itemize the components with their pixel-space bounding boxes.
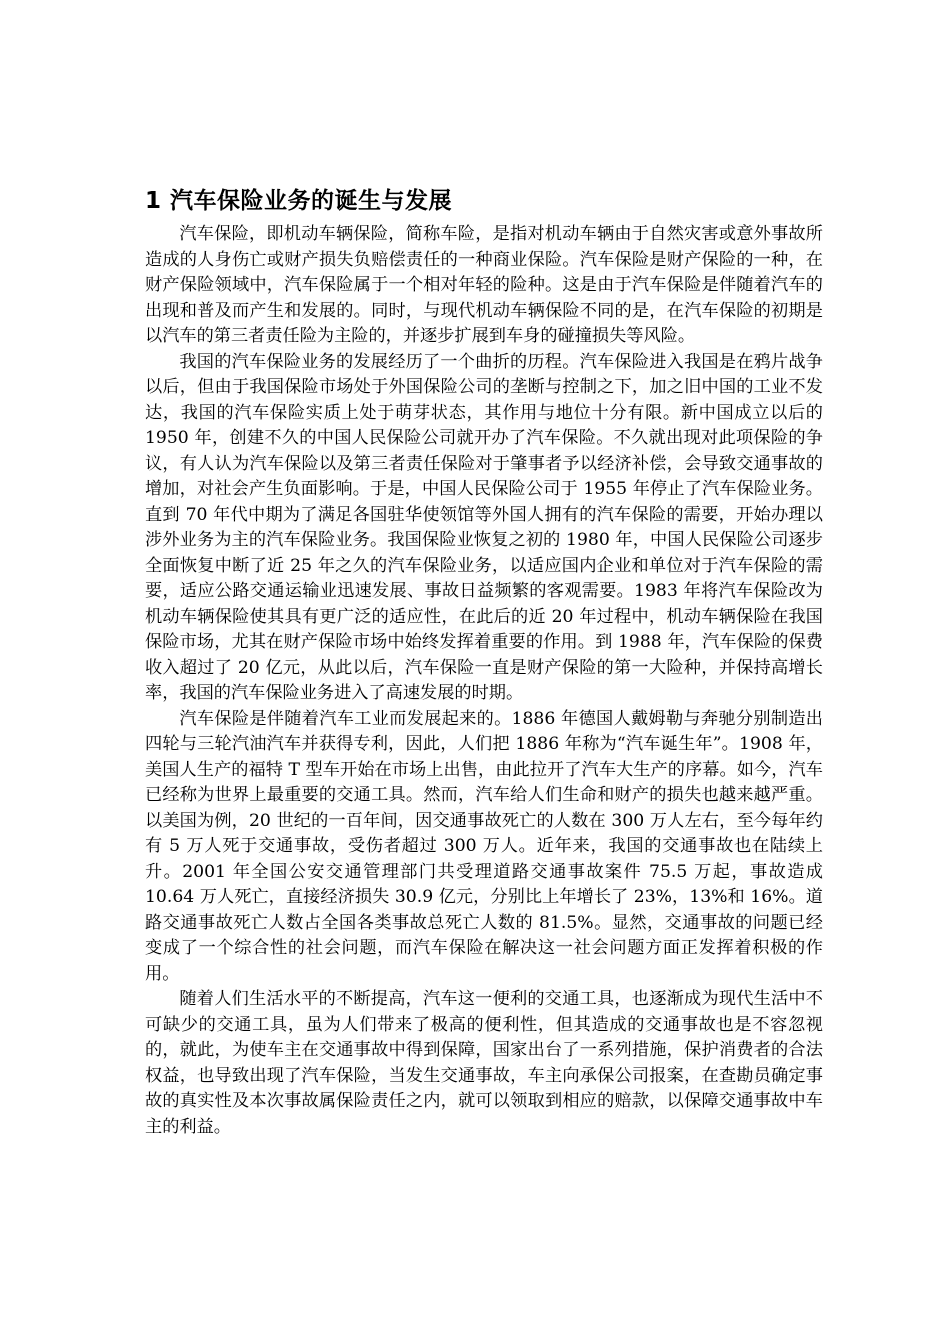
paragraph: 汽车保险，即机动车辆保险，简称车险，是指对机动车辆由于自然灾害或意外事故所造成的人身伤亡或财产损失负赔偿责任的一种商业保险。汽车保险是财产保险的一种，在财产保险领域中，汽车保险属于一个相对年轻的险种。这是由于汽车保险是伴随着汽车的出现和普及而产生和发展的。同时，与现代机动车辆保险不同的是，在汽车保险的初期是以汽车的第三者责任险为主险的，并逐步扩展到车身的碰撞损失等风险。 — [145, 224, 823, 346]
paragraph: 我国的汽车保险业务的发展经历了一个曲折的历程。汽车保险进入我国是在鸦片战争以后，但由于我国保险市场处于外国保险公司的垄断与控制之下，加之旧中国的工业不发达，我国的汽车保险实质上处于萌芽状态，其作用与地位十分有限。新中国成立以后的 1950 年，创建不久的中国人民保险公司就开办了汽车保险。不久就出现对此项保险的争议，有人认为汽车保险以及第三者责任保险对于肇事者予以经济补偿，会导致交通事故的增加，对社会产生负面影响。于是，中国人民保险公司于 1955 年停止了汽车保险业务。直到 70 年代中期为了满足各国驻华使领馆等外国人拥有的汽车保险的需要，开始办理以涉外业务为主的汽车保险业务。我国保险业恢复之初的 1980 年，中国人民保险公司逐步全面恢复中断了近 25 年之久的汽车保险业务，以适应国内企业和单位对于汽车保险的需要，适应公路交通运输业迅速发展、事故日益频繁的客观需要。1983 年将汽车保险改为机动车辆保险使其具有更广泛的适应性，在此后的近 20 年过程中，机动车辆保险在我国保险市场，尤其在财产保险市场中始终发挥着重要的作用。到 1988 年，汽车保险的保费收入超过了 20 亿元，从此以后，汽车保险一直是财产保险的第一大险种，并保持高增长率，我国的汽车保险业务进入了高速发展的时期。 — [145, 351, 823, 703]
paragraph: 汽车保险是伴随着汽车工业而发展起来的。1886 年德国人戴姆勒与奔驰分别制造出四轮与三轮汽油汽车并获得专利，因此，人们把 1886 年称为“汽车诞生年”。1908 年，美国人生产的福特 T 型车开始在市场上出售，由此拉开了汽车大生产的序幕。如今，汽车已经称为世界上最重要的交通工具。然而，汽车给人们生命和财产的损失也越来越严重。以美国为例，20 世纪的一百年间，因交通事故死亡的人数在 300 万人左右，至今每年约有 5 万人死于交通事故，受伤者超过 300 万人。近年来，我国的交通事故也在陆续上升。2001 年全国公安交通管理部门共受理道路交通事故案件 75.5 万起，事故造成 10.64 万人死亡，直接经济损失 30.9 亿元，分别比上年增长了 23%，13%和 16%。道路交通事故死亡人数占全国各类事故总死亡人数的 81.5%。显然，交通事故的问题已经变成了一个综合性的社会问题，而汽车保险在解决这一社会问题方面正发挥着积极的作用。 — [145, 708, 823, 984]
section-title: 1 汽车保险业务的诞生与发展 — [145, 188, 453, 214]
document-page — [145, 186, 823, 1140]
paragraph: 随着人们生活水平的不断提高，汽车这一便利的交通工具，也逐渐成为现代生活中不可缺少的交通工具，虽为人们带来了极高的便利性，但其造成的交通事故也是不容忽视的，就此，为使车主在交通事故中得到保障，国家出台了一系列措施，保护消费者的合法权益，也导致出现了汽车保险，当发生交通事故，车主向承保公司报案，在查勘员确定事故的真实性及本次事故属保险责任之内，就可以领取到相应的赔款，以保障交通事故中车主的利益。 — [145, 989, 823, 1137]
